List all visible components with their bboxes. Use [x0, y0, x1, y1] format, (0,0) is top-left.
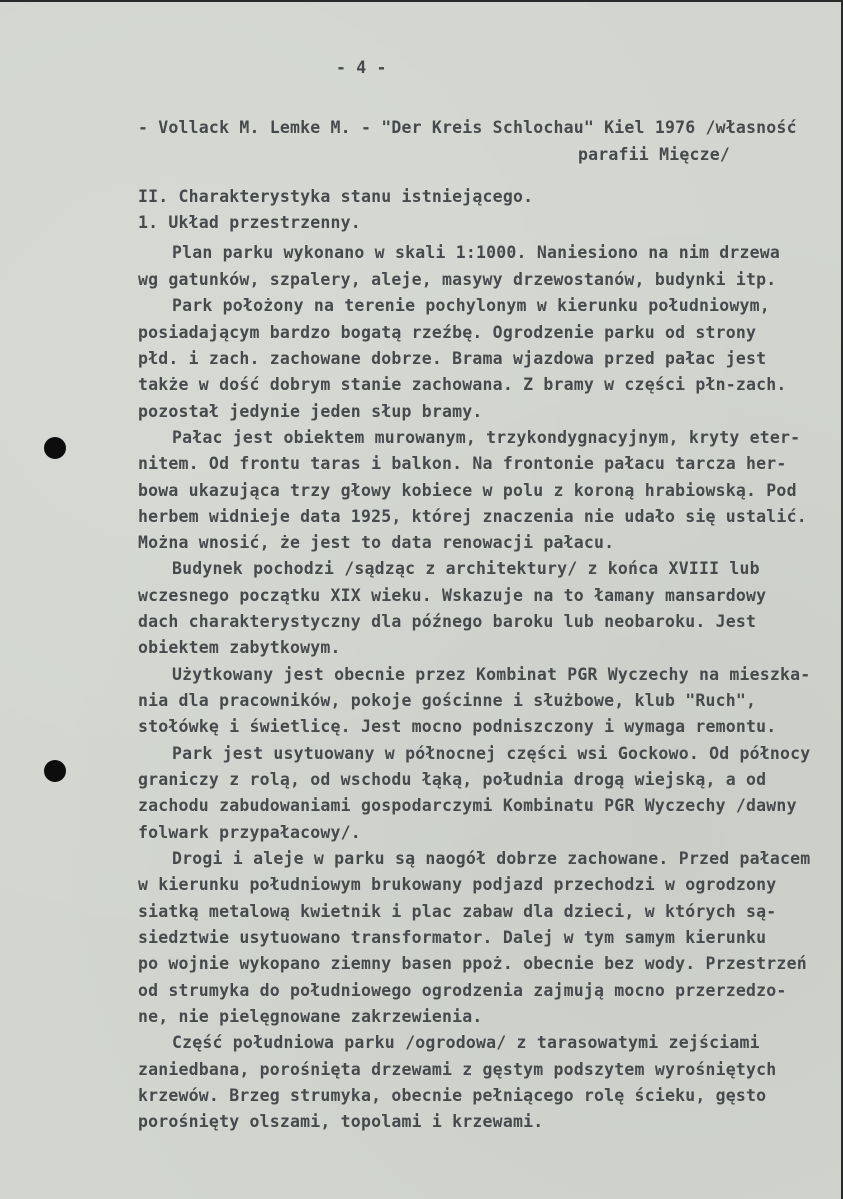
body-line: porośnięty olszami, topolami i krzewami.	[138, 1112, 544, 1131]
body-line: siatką metalową kwietnik i plac zabaw dla dzieci, w których są-	[138, 902, 777, 921]
body-line: ne, nie pielęgnowane zakrzewienia.	[138, 1007, 483, 1026]
body-line: Park jest usytuowany w północnej części wsi Gockowo. Od północy	[172, 744, 811, 763]
subsection-heading: 1. Układ przestrzenny.	[138, 213, 361, 232]
bibliography-line-1: - Vollack M. Lemke M. - "Der Kreis Schlochau" Kiel 1976 /własność	[138, 118, 797, 137]
punch-hole-lower	[44, 760, 66, 782]
body-line: Pałac jest obiektem murowanym, trzykondygnacyjnym, kryty eter-	[172, 428, 801, 447]
body-line: po wojnie wykopano ziemny basen ppoż. obecnie bez wody. Przestrzeń	[138, 954, 807, 973]
body-line: Budynek pochodzi /sądząc z architektury/ z końca XVIII lub	[172, 559, 760, 578]
body-line: Drogi i aleje w parku są naogół dobrze zachowane. Przed pałacem	[172, 849, 811, 868]
body-line: herbem widnieje data 1925, której znaczenia nie udało się ustalić.	[138, 507, 807, 526]
body-line: od strumyka do południowego ogrodzenia zajmują mocno przerzedzo-	[138, 981, 787, 1000]
body-line: Park położony na terenie pochylonym w kierunku południowym,	[172, 296, 770, 315]
body-line: siedztwie usytuowano transformator. Dalej w tym samym kierunku	[138, 928, 767, 947]
body-line: pozostał jedynie jeden słup bramy.	[138, 402, 483, 421]
body-line: folwark przypałacowy/.	[138, 823, 361, 842]
body-line: Użytkowany jest obecnie przez Kombinat PGR Wyczechy na mieszka-	[172, 665, 811, 684]
section-heading: II. Charakterystyka stanu istniejącego.	[138, 187, 534, 206]
body-line: wg gatunków, szpalery, aleje, masywy drzewostanów, budynki itp.	[138, 270, 777, 289]
body-line: płd. i zach. zachowane dobrze. Brama wjazdowa przed pałac jest	[138, 349, 767, 368]
body-line: obiektem zabytkowym.	[138, 638, 341, 657]
body-line: krzewów. Brzeg strumyka, obecnie pełniącego rolę ścieku, gęsto	[138, 1086, 767, 1105]
body-line: wczesnego początku XIX wieku. Wskazuje na to łamany mansardowy	[138, 586, 767, 605]
body-line: zaniedbana, porośnięta drzewami z gęstym podszytem wyrośniętych	[138, 1060, 777, 1079]
body-line: posiadającym bardzo bogatą rzeźbę. Ogrodzenie parku od strony	[138, 323, 757, 342]
body-line: Można wnosić, że jest to data renowacji pałacu.	[138, 533, 615, 552]
body-line: graniczy z rolą, od wschodu łąką, południa drogą wiejską, a od	[138, 770, 767, 789]
body-line: Część południowa parku /ogrodowa/ z tarasowatymi zejściami	[172, 1033, 760, 1052]
body-line: Plan parku wykonano w skali 1:1000. Naniesiono na nim drzewa	[172, 243, 781, 262]
body-line: dach charakterystyczny dla późnego baroku lub neobaroku. Jest	[138, 612, 757, 631]
body-line: także w dość dobrym stanie zachowana. Z bramy w części płn-zach.	[138, 375, 787, 394]
body-line: zachodu zabudowaniami gospodarczymi Kombinatu PGR Wyczechy /dawny	[138, 796, 797, 815]
body-line: w kierunku południowym brukowany podjazd przechodzi w ogrodzony	[138, 875, 777, 894]
body-line: stołówkę i świetlicę. Jest mocno podniszczony i wymaga remontu.	[138, 717, 777, 736]
page-number: - 4 -	[336, 58, 387, 77]
bibliography-line-2: parafii Mięcze/	[578, 145, 731, 164]
punch-hole-upper	[44, 437, 66, 459]
body-line: nia dla pracowników, pokoje gościnne i służbowe, klub "Ruch",	[138, 691, 757, 710]
body-line: nitem. Od frontu taras i balkon. Na frontonie pałacu tarcza her-	[138, 454, 787, 473]
body-line: bowa ukazująca trzy głowy kobiece w polu z koroną hrabiowską. Pod	[138, 481, 797, 500]
